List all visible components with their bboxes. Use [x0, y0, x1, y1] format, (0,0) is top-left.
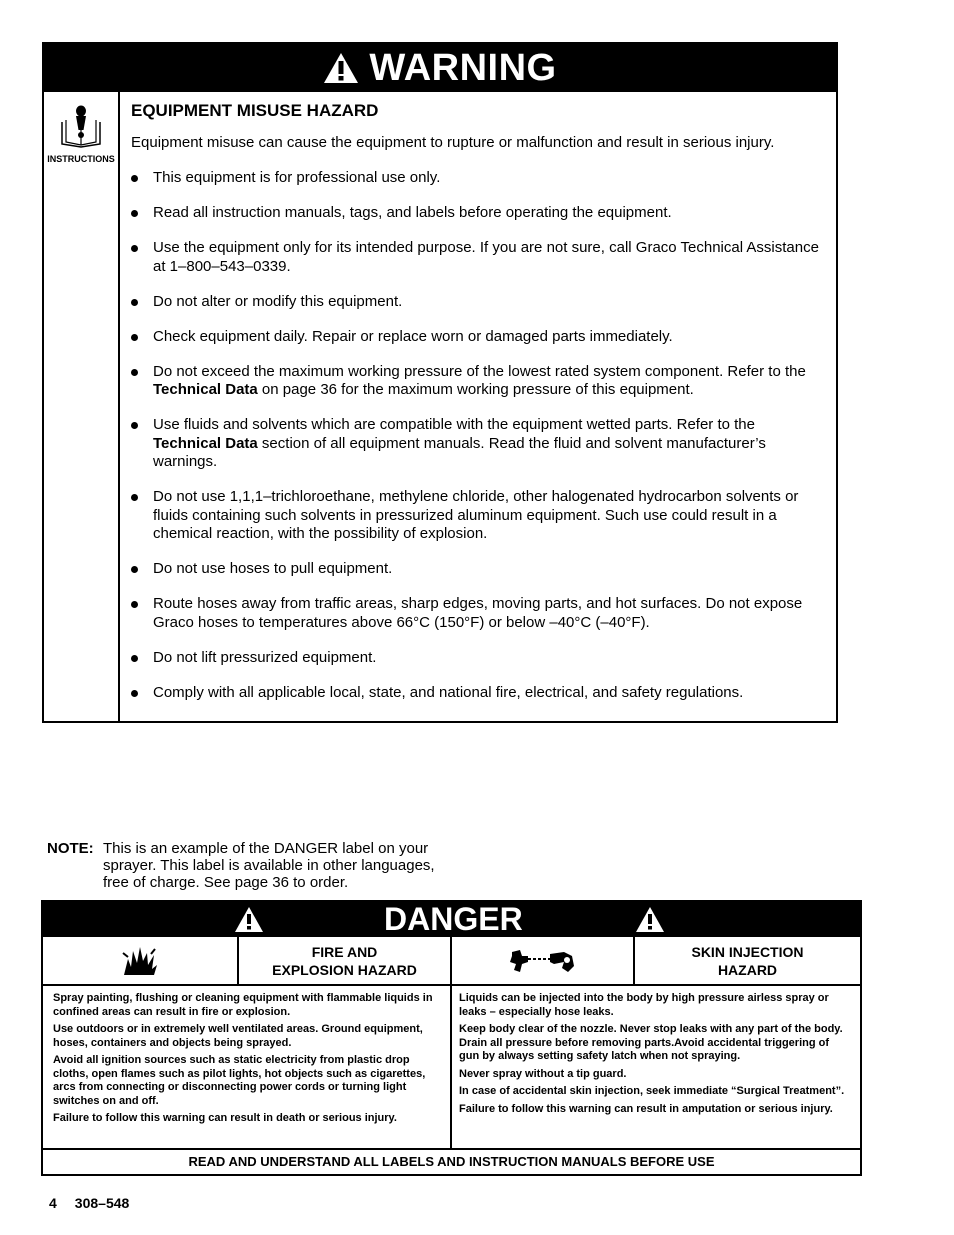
fire-icon-cell	[43, 937, 239, 984]
bullet-dot-icon	[131, 245, 138, 252]
bullet-item: Check equipment daily. Repair or replace worn or damaged parts immediately.	[131, 328, 826, 347]
bullet-dot-icon	[131, 334, 138, 341]
note-label: NOTE:	[47, 840, 94, 857]
bullet-dot-icon	[131, 566, 138, 573]
fire-hazard-title: FIRE AND EXPLOSION HAZARD	[239, 937, 452, 984]
warning-heading: EQUIPMENT MISUSE HAZARD	[131, 101, 379, 120]
bullet-dot-icon	[131, 210, 138, 217]
bullet-item: Do not use hoses to pull equipment.	[131, 560, 826, 579]
technical-data-ref: Technical Data	[153, 381, 258, 398]
note-text: This is an example of the DANGER label on your sprayer. This label is available in other languages, free of charge. See page 36 to order.	[103, 840, 435, 891]
bullet-dot-icon	[131, 369, 138, 376]
warning-sidebar	[44, 92, 120, 721]
fire-explosion-icon	[121, 945, 159, 977]
bullet-item: Use fluids and solvents which are compatible with the equipment wetted parts. Refer to the Technical Data section of all equipment manuals. Read the fluid and solvent manufacturer’s warnings.	[131, 416, 826, 472]
skin-icon-cell	[452, 937, 635, 984]
warning-triangle-icon	[323, 52, 359, 84]
skin-injection-icon	[508, 946, 578, 976]
technical-data-ref: Technical Data	[153, 434, 258, 452]
warning-content	[120, 92, 836, 721]
danger-label	[41, 900, 862, 1176]
bullet-dot-icon	[131, 690, 138, 697]
danger-footer: READ AND UNDERSTAND ALL LABELS AND INSTRUCTION MANUALS BEFORE USE	[188, 1154, 715, 1169]
bullet-item: Do not use 1,1,1–trichloroethane, methylene chloride, other halogenated hydrocarbon solvents or fluids containing such solvents in pressurized aluminum equipment. Such use could result in a chemical reaction, with the possibility of explosion.	[131, 488, 826, 544]
note	[47, 840, 448, 891]
instructions-book-icon	[58, 104, 104, 150]
bullet-dot-icon	[131, 655, 138, 662]
danger-triangle-icon	[234, 906, 264, 933]
skin-hazard-text: Liquids can be injected into the body by high pressure airless spray or leaks – especially hose leaks. Keep body clear of the nozzle. Never stop leaks with any part of the body. Drain all pressure before removing parts.Avoid accidental triggering of gun by always setting safety latch when not spraying. Never spray without a tip guard. In case of accidental skin injection, seek immediate “Surgical Treatment”. Failure to follow this warning can result in amputation or serious injury.	[459, 992, 845, 1115]
warning-header	[44, 44, 836, 92]
bullet-item: Do not alter or modify this equipment.	[131, 293, 826, 312]
danger-header	[43, 902, 860, 937]
warning-body	[44, 92, 836, 721]
bullet-dot-icon	[131, 299, 138, 306]
warning-bullet-list	[131, 169, 826, 702]
bullet-item: Use the equipment only for its intended purpose. If you are not sure, call Graco Technical Assistance at 1–800–543–0339.	[131, 239, 826, 276]
danger-body	[43, 986, 860, 1150]
hazard-row	[43, 937, 860, 986]
danger-title: DANGER	[384, 901, 523, 937]
bullet-dot-icon	[131, 422, 138, 429]
bullet-dot-icon	[131, 494, 138, 501]
page-footer	[49, 1195, 147, 1211]
fire-hazard-text: Spray painting, flushing or cleaning equipment with flammable liquids in confined areas can result in fire or explosion. Use outdoors or in extremely well ventilated areas. Ground equipment, hoses, containers and objects being sprayed. Avoid all ignition sources such as static electricity from plastic drop cloths, open flames such as pilot lights, hot objects such as cigarettes, arcs from connecting or disconnecting power cords or turning light switches on and off. Failure to follow this warning can result in death or serious injury.	[43, 986, 452, 1148]
bullet-item: Do not lift pressurized equipment.	[131, 649, 826, 668]
bullet-dot-icon	[131, 601, 138, 608]
bullet-dot-icon	[131, 175, 138, 182]
bullet-item: Do not exceed the maximum working pressure of the lowest rated system component. Refer to the Technical Data on page 36 for the maximum working pressure of this equipment.	[131, 363, 826, 400]
warning-title: WARNING	[369, 46, 557, 89]
skin-hazard-title: SKIN INJECTION HAZARD	[691, 943, 804, 978]
instructions-label: INSTRUCTIONS	[47, 154, 115, 164]
bullet-item: Comply with all applicable local, state, and national fire, electrical, and safety regulations.	[131, 684, 826, 703]
bullet-item: Route hoses away from traffic areas, sharp edges, moving parts, and hot surfaces. Do not expose Graco hoses to temperatures above 66°C (150°F) or below –40°C (–40°F).	[131, 595, 826, 632]
bullet-item: Read all instruction manuals, tags, and labels before operating the equipment.	[131, 204, 826, 223]
doc-number: 308–548	[74, 1195, 130, 1211]
page-number: 4	[49, 1195, 57, 1211]
warning-box	[42, 42, 838, 723]
warning-intro: Equipment misuse can cause the equipment to rupture or malfunction and result in serious injury.	[131, 134, 775, 151]
danger-triangle-icon	[635, 906, 665, 933]
bullet-item: This equipment is for professional use only.	[131, 169, 826, 188]
